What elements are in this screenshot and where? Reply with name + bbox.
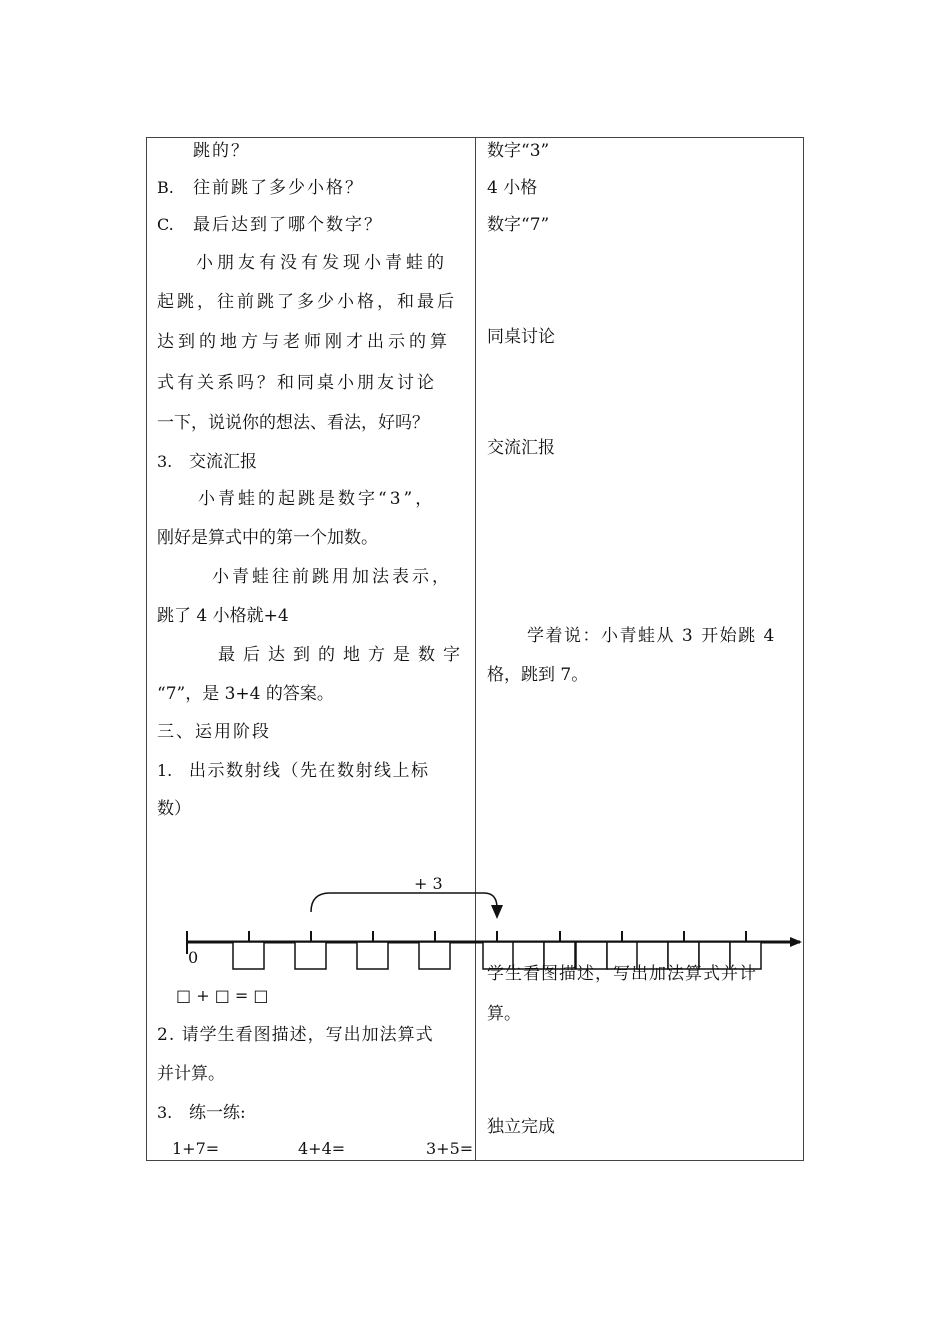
item-2-text-cont: 并计算。 [157,1064,225,1084]
left-line-1: 跳的？ [193,141,250,161]
paragraph-line-1: 小朋友有没有发现小青蛙的 [196,253,448,273]
report-line-2: 刚好是算式中的第一个加数。 [157,528,378,548]
exercise-3: 3+5= [426,1139,474,1158]
answer-box-2 [295,942,326,969]
item-3-title: 练一练: [189,1103,246,1123]
right-answer-3: 数字“7” [487,215,550,235]
report-line-1: 小青蛙的起跳是数字“3”， [198,489,436,509]
jump-label: + 3 [414,874,443,893]
answer-box-4 [419,942,450,969]
question-b: 往前跳了多少小格？ [193,178,364,198]
item-2-text: 2. 请学生看图描述，写出加法算式 [157,1025,434,1045]
right-learn-say-1: 学着说：小青蛙从 3 开始跳 4 [527,626,776,646]
paragraph-line-4: 式有关系吗？和同桌小朋友讨论 [157,373,437,393]
right-answer-1: 数字“3” [487,141,550,161]
jump-arc [311,893,497,912]
exercise-1: 1+7= [172,1139,220,1158]
blank-equation: □ + □ = □ [176,986,269,1005]
right-describe-1: 学生看图描述，写出加法算式并计 [487,964,757,984]
jump-arrowhead [491,905,503,919]
report-line-4: 跳了 4 小格就+4 [157,606,289,626]
step-3-title: 交流汇报 [189,452,257,472]
report-line-3: 小青蛙往前跳用加法表示， [212,567,452,587]
question-c: 最后达到了哪个数字？ [193,215,383,235]
paragraph-line-5: 一下，说说你的想法、看法，好吗？ [157,413,429,433]
paragraph-line-3: 达到的地方与老师刚才出示的算 [157,332,451,352]
number-line-zero-label: 0 [188,948,199,967]
paragraph-line-2: 起跳，往前跳了多少小格，和最后 [157,292,457,312]
right-learn-say-2: 格，跳到 7。 [487,665,589,685]
report-line-6: “7”，是 3+4 的答案。 [157,684,334,704]
item-1-number: 1. [157,761,173,780]
right-discuss: 同桌讨论 [487,327,555,347]
right-independent: 独立完成 [487,1117,555,1137]
item-3-number: 3. [157,1103,173,1122]
item-1-text: 出示数射线（先在数射线上标 [189,761,430,781]
label-c: C. [157,215,174,234]
section-3-heading: 三、运用阶段 [157,722,271,742]
report-line-5: 最后达到的地方是数字 [218,645,468,665]
item-1-text-cont: 数） [157,799,191,819]
label-b: B. [157,178,174,197]
exercise-2: 4+4= [298,1139,346,1158]
right-report: 交流汇报 [487,438,555,458]
right-describe-2: 算。 [487,1004,521,1024]
right-answer-2: 4 小格 [487,178,538,198]
step-3-number: 3. [157,452,173,471]
answer-box-3 [357,942,388,969]
answer-box-1 [233,942,264,969]
